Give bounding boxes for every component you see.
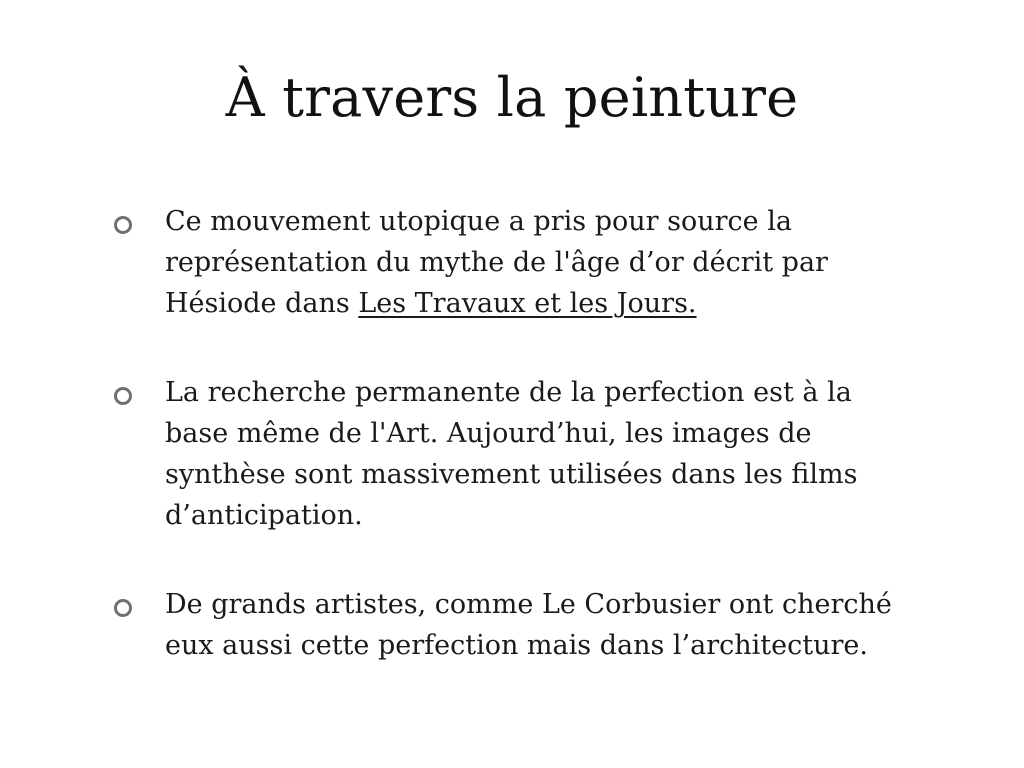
ring-bullet-icon <box>112 597 134 619</box>
bullet-text <box>165 201 910 324</box>
bullet-text-body: Ce mouvement utopique a pris pour source la représentation du mythe de l'âge d’or décrit par Hésiode dans <box>165 206 828 319</box>
ring-bullet-icon <box>112 385 134 407</box>
slide-title: À travers la peinture <box>225 66 799 129</box>
bullet-text: De grands artistes, comme Le Corbusier ont cherché eux aussi cette perfection mais dans l’architecture. <box>165 589 892 661</box>
les-travaux-link[interactable]: Les Travaux et les Jours. <box>358 288 697 319</box>
ring-bullet-icon <box>112 214 134 236</box>
bullet-text: La recherche permanente de la perfection est à la base même de l'Art. Aujourd’hui, les images de synthèse sont massivement utilisées dans les films d’anticipation. <box>165 377 858 531</box>
